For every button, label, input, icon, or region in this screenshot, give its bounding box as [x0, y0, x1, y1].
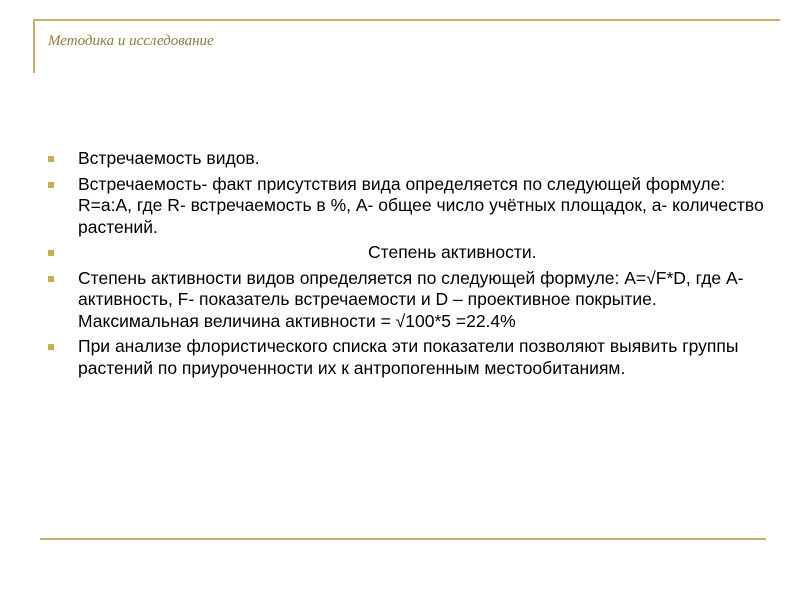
bullet-item — [46, 242, 766, 264]
top-divider — [34, 19, 780, 21]
bullet-item — [46, 148, 766, 170]
square-bullet-icon — [48, 276, 54, 282]
square-bullet-icon — [48, 250, 54, 256]
square-bullet-icon — [48, 344, 54, 350]
left-divider — [33, 19, 35, 73]
bullet-item — [46, 268, 766, 333]
bullet-text: Встречаемость- факт присутствия вида определяется по следующей формуле: R=a:A, где R- встречаемость в %, A- общее число учётных площадок, а- количество растений. — [78, 173, 764, 237]
bottom-divider — [40, 538, 766, 540]
bullet-item — [46, 336, 766, 379]
slide-title: Методика и исследование — [48, 33, 214, 49]
bullet-list — [46, 148, 766, 383]
bullet-text: Встречаемость видов. — [78, 148, 260, 168]
bullet-text: Степень активности. — [368, 242, 537, 262]
square-bullet-icon — [48, 182, 54, 188]
bullet-text: При анализе флористического списка эти показатели позволяют выявить группы растений по приуроченности их к антропогенным местообитаниям. — [78, 336, 739, 378]
bullet-item — [46, 174, 766, 239]
bullet-text: Степень активности видов определяется по следующей формуле: A=√F*D, где A-активность, F- показатель встречаемости и D – проективное покрытие. Максимальная величина активности = √100*5 =22.4% — [78, 267, 744, 331]
square-bullet-icon — [48, 156, 54, 162]
